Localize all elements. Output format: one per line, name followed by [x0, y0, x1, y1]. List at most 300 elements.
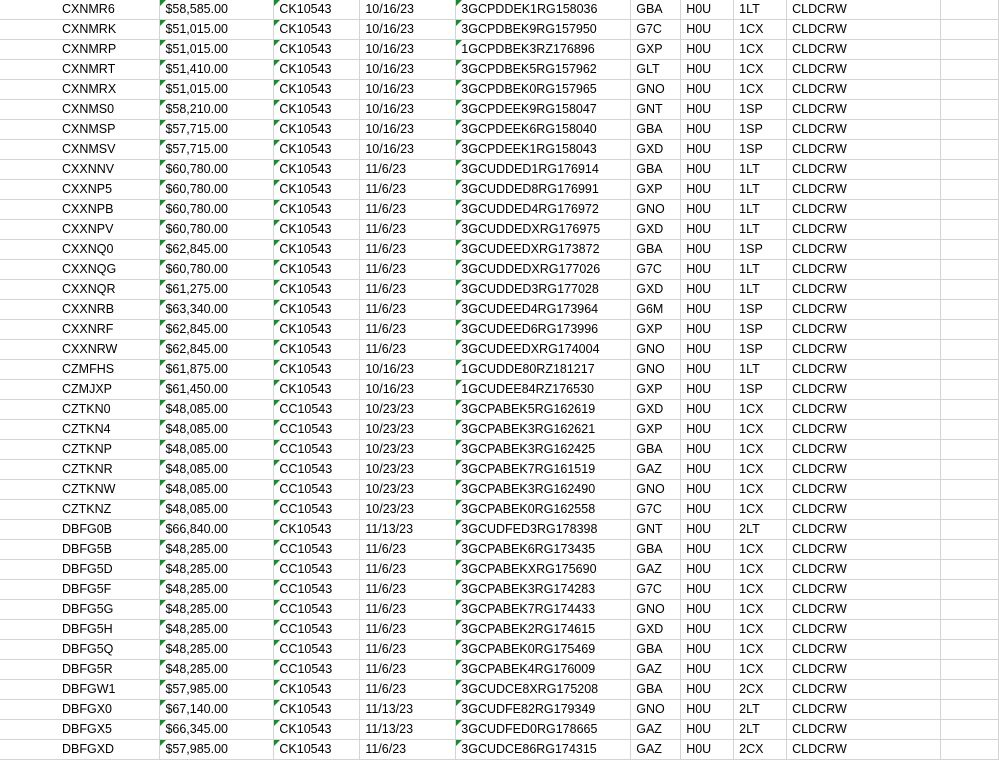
color-cell[interactable]: GNO: [631, 700, 681, 720]
color-cell[interactable]: G6M: [631, 300, 681, 320]
color-cell[interactable]: GXP: [631, 320, 681, 340]
model-cell[interactable]: CLDCRW: [787, 600, 941, 620]
vin-cell[interactable]: 3GCUDCE8XRG175208: [456, 680, 631, 700]
color-cell[interactable]: GXP: [631, 380, 681, 400]
trim-cell[interactable]: 1CX: [734, 480, 787, 500]
model-cell[interactable]: CLDCRW: [787, 380, 941, 400]
stock-number-cell[interactable]: CXXNPB: [0, 200, 160, 220]
stock-number-cell[interactable]: CXXNNV: [0, 160, 160, 180]
date-cell[interactable]: 11/13/23: [360, 720, 456, 740]
vin-cell[interactable]: 3GCUDCE86RG174315: [456, 740, 631, 760]
vin-cell[interactable]: 1GCUDEE84RZ176530: [456, 380, 631, 400]
code-cell[interactable]: CC10543: [274, 420, 360, 440]
stock-number-cell[interactable]: CXXNRB: [0, 300, 160, 320]
color-cell[interactable]: GNO: [631, 200, 681, 220]
model-cell[interactable]: CLDCRW: [787, 440, 941, 460]
vin-cell[interactable]: 1GCPDBEK3RZ176896: [456, 40, 631, 60]
price-cell[interactable]: $51,015.00: [160, 40, 274, 60]
model-cell[interactable]: CLDCRW: [787, 560, 941, 580]
model-cell[interactable]: CLDCRW: [787, 640, 941, 660]
date-cell[interactable]: 10/16/23: [360, 140, 456, 160]
color-cell[interactable]: GXD: [631, 220, 681, 240]
date-cell[interactable]: 10/16/23: [360, 120, 456, 140]
color-cell[interactable]: GXP: [631, 40, 681, 60]
trim-cell[interactable]: 1CX: [734, 60, 787, 80]
trim-cell[interactable]: 1LT: [734, 360, 787, 380]
date-cell[interactable]: 10/16/23: [360, 380, 456, 400]
stock-number-cell[interactable]: DBFGXD: [0, 740, 160, 760]
option-cell[interactable]: H0U: [681, 140, 734, 160]
vin-cell[interactable]: 3GCPABEK3RG162621: [456, 420, 631, 440]
option-cell[interactable]: H0U: [681, 640, 734, 660]
model-cell[interactable]: CLDCRW: [787, 660, 941, 680]
price-cell[interactable]: $48,085.00: [160, 440, 274, 460]
date-cell[interactable]: 11/6/23: [360, 280, 456, 300]
model-cell[interactable]: CLDCRW: [787, 60, 941, 80]
price-cell[interactable]: $57,985.00: [160, 740, 274, 760]
price-cell[interactable]: $48,285.00: [160, 540, 274, 560]
empty-cell[interactable]: [941, 380, 999, 400]
empty-cell[interactable]: [941, 260, 999, 280]
model-cell[interactable]: CLDCRW: [787, 460, 941, 480]
vin-cell[interactable]: 3GCPABEK5RG162619: [456, 400, 631, 420]
color-cell[interactable]: G7C: [631, 580, 681, 600]
color-cell[interactable]: GNO: [631, 360, 681, 380]
price-cell[interactable]: $51,015.00: [160, 80, 274, 100]
code-cell[interactable]: CC10543: [274, 400, 360, 420]
vin-cell[interactable]: 3GCPABEK4RG176009: [456, 660, 631, 680]
price-cell[interactable]: $48,285.00: [160, 560, 274, 580]
code-cell[interactable]: CC10543: [274, 640, 360, 660]
option-cell[interactable]: H0U: [681, 240, 734, 260]
vin-cell[interactable]: 3GCPDBEK5RG157962: [456, 60, 631, 80]
model-cell[interactable]: CLDCRW: [787, 220, 941, 240]
vin-cell[interactable]: 3GCPABEKXRG175690: [456, 560, 631, 580]
empty-cell[interactable]: [941, 60, 999, 80]
code-cell[interactable]: CK10543: [274, 140, 360, 160]
trim-cell[interactable]: 1LT: [734, 200, 787, 220]
price-cell[interactable]: $48,285.00: [160, 620, 274, 640]
color-cell[interactable]: G7C: [631, 500, 681, 520]
date-cell[interactable]: 11/6/23: [360, 160, 456, 180]
stock-number-cell[interactable]: DBFG5Q: [0, 640, 160, 660]
model-cell[interactable]: CLDCRW: [787, 580, 941, 600]
trim-cell[interactable]: 1LT: [734, 180, 787, 200]
option-cell[interactable]: H0U: [681, 440, 734, 460]
color-cell[interactable]: GNO: [631, 480, 681, 500]
empty-cell[interactable]: [941, 180, 999, 200]
model-cell[interactable]: CLDCRW: [787, 20, 941, 40]
empty-cell[interactable]: [941, 600, 999, 620]
vin-cell[interactable]: 3GCPDEEK6RG158040: [456, 120, 631, 140]
option-cell[interactable]: H0U: [681, 500, 734, 520]
vin-cell[interactable]: 3GCUDDED1RG176914: [456, 160, 631, 180]
option-cell[interactable]: H0U: [681, 620, 734, 640]
vin-cell[interactable]: 3GCPABEK6RG173435: [456, 540, 631, 560]
date-cell[interactable]: 10/23/23: [360, 400, 456, 420]
empty-cell[interactable]: [941, 480, 999, 500]
trim-cell[interactable]: 1CX: [734, 560, 787, 580]
model-cell[interactable]: CLDCRW: [787, 300, 941, 320]
code-cell[interactable]: CC10543: [274, 440, 360, 460]
price-cell[interactable]: $63,340.00: [160, 300, 274, 320]
date-cell[interactable]: 10/23/23: [360, 460, 456, 480]
option-cell[interactable]: H0U: [681, 300, 734, 320]
model-cell[interactable]: CLDCRW: [787, 100, 941, 120]
price-cell[interactable]: $57,715.00: [160, 140, 274, 160]
stock-number-cell[interactable]: CXNMSV: [0, 140, 160, 160]
model-cell[interactable]: CLDCRW: [787, 680, 941, 700]
vin-cell[interactable]: 3GCPABEK7RG174433: [456, 600, 631, 620]
date-cell[interactable]: 11/6/23: [360, 740, 456, 760]
vin-cell[interactable]: 3GCUDEEDXRG173872: [456, 240, 631, 260]
code-cell[interactable]: CK10543: [274, 680, 360, 700]
date-cell[interactable]: 11/6/23: [360, 260, 456, 280]
model-cell[interactable]: CLDCRW: [787, 400, 941, 420]
price-cell[interactable]: $57,715.00: [160, 120, 274, 140]
price-cell[interactable]: $48,085.00: [160, 400, 274, 420]
code-cell[interactable]: CC10543: [274, 500, 360, 520]
stock-number-cell[interactable]: DBFG5H: [0, 620, 160, 640]
price-cell[interactable]: $67,140.00: [160, 700, 274, 720]
model-cell[interactable]: CLDCRW: [787, 540, 941, 560]
option-cell[interactable]: H0U: [681, 40, 734, 60]
trim-cell[interactable]: 1CX: [734, 20, 787, 40]
price-cell[interactable]: $51,410.00: [160, 60, 274, 80]
price-cell[interactable]: $60,780.00: [160, 160, 274, 180]
trim-cell[interactable]: 1LT: [734, 160, 787, 180]
vin-cell[interactable]: 3GCPABEK3RG174283: [456, 580, 631, 600]
code-cell[interactable]: CC10543: [274, 600, 360, 620]
price-cell[interactable]: $58,585.00: [160, 0, 274, 20]
trim-cell[interactable]: 1CX: [734, 620, 787, 640]
trim-cell[interactable]: 1CX: [734, 540, 787, 560]
empty-cell[interactable]: [941, 120, 999, 140]
date-cell[interactable]: 11/6/23: [360, 300, 456, 320]
price-cell[interactable]: $48,085.00: [160, 500, 274, 520]
trim-cell[interactable]: 1CX: [734, 660, 787, 680]
empty-cell[interactable]: [941, 460, 999, 480]
empty-cell[interactable]: [941, 400, 999, 420]
stock-number-cell[interactable]: DBFG5G: [0, 600, 160, 620]
option-cell[interactable]: H0U: [681, 360, 734, 380]
color-cell[interactable]: GBA: [631, 160, 681, 180]
vin-cell[interactable]: 3GCPDBEK9RG157950: [456, 20, 631, 40]
date-cell[interactable]: 11/13/23: [360, 700, 456, 720]
empty-cell[interactable]: [941, 40, 999, 60]
option-cell[interactable]: H0U: [681, 180, 734, 200]
option-cell[interactable]: H0U: [681, 660, 734, 680]
empty-cell[interactable]: [941, 560, 999, 580]
stock-number-cell[interactable]: CXXNQR: [0, 280, 160, 300]
price-cell[interactable]: $61,875.00: [160, 360, 274, 380]
vin-cell[interactable]: 3GCUDDED4RG176972: [456, 200, 631, 220]
stock-number-cell[interactable]: CXNMRX: [0, 80, 160, 100]
model-cell[interactable]: CLDCRW: [787, 180, 941, 200]
empty-cell[interactable]: [941, 320, 999, 340]
date-cell[interactable]: 11/6/23: [360, 240, 456, 260]
option-cell[interactable]: H0U: [681, 320, 734, 340]
stock-number-cell[interactable]: DBFG5F: [0, 580, 160, 600]
price-cell[interactable]: $61,275.00: [160, 280, 274, 300]
vin-cell[interactable]: 3GCUDFE82RG179349: [456, 700, 631, 720]
code-cell[interactable]: CK10543: [274, 100, 360, 120]
option-cell[interactable]: H0U: [681, 100, 734, 120]
stock-number-cell[interactable]: DBFG0B: [0, 520, 160, 540]
code-cell[interactable]: CK10543: [274, 700, 360, 720]
model-cell[interactable]: CLDCRW: [787, 0, 941, 20]
price-cell[interactable]: $58,210.00: [160, 100, 274, 120]
date-cell[interactable]: 10/16/23: [360, 0, 456, 20]
model-cell[interactable]: CLDCRW: [787, 280, 941, 300]
price-cell[interactable]: $48,085.00: [160, 480, 274, 500]
code-cell[interactable]: CK10543: [274, 200, 360, 220]
empty-cell[interactable]: [941, 740, 999, 760]
price-cell[interactable]: $66,345.00: [160, 720, 274, 740]
code-cell[interactable]: CK10543: [274, 740, 360, 760]
date-cell[interactable]: 11/6/23: [360, 580, 456, 600]
vin-cell[interactable]: 3GCPDEEK9RG158047: [456, 100, 631, 120]
model-cell[interactable]: CLDCRW: [787, 240, 941, 260]
code-cell[interactable]: CK10543: [274, 320, 360, 340]
model-cell[interactable]: CLDCRW: [787, 160, 941, 180]
empty-cell[interactable]: [941, 220, 999, 240]
stock-number-cell[interactable]: CZTKNW: [0, 480, 160, 500]
stock-number-cell[interactable]: CZTKNZ: [0, 500, 160, 520]
option-cell[interactable]: H0U: [681, 120, 734, 140]
color-cell[interactable]: GNT: [631, 520, 681, 540]
date-cell[interactable]: 11/6/23: [360, 560, 456, 580]
code-cell[interactable]: CC10543: [274, 660, 360, 680]
empty-cell[interactable]: [941, 520, 999, 540]
date-cell[interactable]: 10/16/23: [360, 80, 456, 100]
vin-cell[interactable]: 3GCUDEEDXRG174004: [456, 340, 631, 360]
color-cell[interactable]: GBA: [631, 240, 681, 260]
option-cell[interactable]: H0U: [681, 700, 734, 720]
vin-cell[interactable]: 3GCUDFED0RG178665: [456, 720, 631, 740]
option-cell[interactable]: H0U: [681, 80, 734, 100]
code-cell[interactable]: CK10543: [274, 340, 360, 360]
trim-cell[interactable]: 2LT: [734, 520, 787, 540]
price-cell[interactable]: $48,085.00: [160, 420, 274, 440]
code-cell[interactable]: CK10543: [274, 280, 360, 300]
trim-cell[interactable]: 1SP: [734, 120, 787, 140]
stock-number-cell[interactable]: DBFGX5: [0, 720, 160, 740]
color-cell[interactable]: GAZ: [631, 740, 681, 760]
trim-cell[interactable]: 1SP: [734, 100, 787, 120]
vin-cell[interactable]: 3GCPDBEK0RG157965: [456, 80, 631, 100]
code-cell[interactable]: CK10543: [274, 240, 360, 260]
option-cell[interactable]: H0U: [681, 340, 734, 360]
vin-cell[interactable]: 3GCPDDEK1RG158036: [456, 0, 631, 20]
code-cell[interactable]: CK10543: [274, 80, 360, 100]
empty-cell[interactable]: [941, 360, 999, 380]
code-cell[interactable]: CK10543: [274, 60, 360, 80]
option-cell[interactable]: H0U: [681, 560, 734, 580]
color-cell[interactable]: GBA: [631, 640, 681, 660]
color-cell[interactable]: GBA: [631, 680, 681, 700]
vin-cell[interactable]: 3GCUDDEDXRG177026: [456, 260, 631, 280]
color-cell[interactable]: GAZ: [631, 560, 681, 580]
color-cell[interactable]: GAZ: [631, 460, 681, 480]
color-cell[interactable]: GXD: [631, 400, 681, 420]
trim-cell[interactable]: 2LT: [734, 720, 787, 740]
option-cell[interactable]: H0U: [681, 20, 734, 40]
color-cell[interactable]: GNO: [631, 340, 681, 360]
code-cell[interactable]: CC10543: [274, 580, 360, 600]
price-cell[interactable]: $48,285.00: [160, 580, 274, 600]
date-cell[interactable]: 11/6/23: [360, 340, 456, 360]
trim-cell[interactable]: 1LT: [734, 0, 787, 20]
price-cell[interactable]: $60,780.00: [160, 260, 274, 280]
stock-number-cell[interactable]: CXNMS0: [0, 100, 160, 120]
color-cell[interactable]: GBA: [631, 440, 681, 460]
empty-cell[interactable]: [941, 140, 999, 160]
code-cell[interactable]: CK10543: [274, 40, 360, 60]
vin-cell[interactable]: 3GCUDDED3RG177028: [456, 280, 631, 300]
trim-cell[interactable]: 1SP: [734, 140, 787, 160]
stock-number-cell[interactable]: CXNMRT: [0, 60, 160, 80]
stock-number-cell[interactable]: DBFG5R: [0, 660, 160, 680]
code-cell[interactable]: CC10543: [274, 540, 360, 560]
trim-cell[interactable]: 1SP: [734, 340, 787, 360]
code-cell[interactable]: CC10543: [274, 460, 360, 480]
date-cell[interactable]: 11/6/23: [360, 220, 456, 240]
option-cell[interactable]: H0U: [681, 200, 734, 220]
date-cell[interactable]: 11/6/23: [360, 200, 456, 220]
color-cell[interactable]: GBA: [631, 120, 681, 140]
option-cell[interactable]: H0U: [681, 680, 734, 700]
price-cell[interactable]: $48,285.00: [160, 640, 274, 660]
model-cell[interactable]: CLDCRW: [787, 360, 941, 380]
stock-number-cell[interactable]: CXNMR6: [0, 0, 160, 20]
trim-cell[interactable]: 1SP: [734, 380, 787, 400]
stock-number-cell[interactable]: CXXNQ0: [0, 240, 160, 260]
vin-cell[interactable]: 3GCUDDED8RG176991: [456, 180, 631, 200]
stock-number-cell[interactable]: DBFGW1: [0, 680, 160, 700]
empty-cell[interactable]: [941, 540, 999, 560]
date-cell[interactable]: 10/16/23: [360, 360, 456, 380]
date-cell[interactable]: 10/16/23: [360, 100, 456, 120]
model-cell[interactable]: CLDCRW: [787, 200, 941, 220]
trim-cell[interactable]: 1CX: [734, 80, 787, 100]
price-cell[interactable]: $48,285.00: [160, 660, 274, 680]
vin-cell[interactable]: 3GCPABEK0RG175469: [456, 640, 631, 660]
stock-number-cell[interactable]: CXNMRK: [0, 20, 160, 40]
stock-number-cell[interactable]: CZTKN4: [0, 420, 160, 440]
model-cell[interactable]: CLDCRW: [787, 120, 941, 140]
empty-cell[interactable]: [941, 80, 999, 100]
vin-cell[interactable]: 3GCPABEK2RG174615: [456, 620, 631, 640]
date-cell[interactable]: 10/23/23: [360, 500, 456, 520]
color-cell[interactable]: GAZ: [631, 720, 681, 740]
price-cell[interactable]: $60,780.00: [160, 220, 274, 240]
code-cell[interactable]: CK10543: [274, 20, 360, 40]
stock-number-cell[interactable]: CXNMSP: [0, 120, 160, 140]
model-cell[interactable]: CLDCRW: [787, 480, 941, 500]
code-cell[interactable]: CC10543: [274, 480, 360, 500]
empty-cell[interactable]: [941, 160, 999, 180]
color-cell[interactable]: GNO: [631, 80, 681, 100]
trim-cell[interactable]: 1CX: [734, 640, 787, 660]
date-cell[interactable]: 10/23/23: [360, 440, 456, 460]
option-cell[interactable]: H0U: [681, 740, 734, 760]
vin-cell[interactable]: 3GCPABEK7RG161519: [456, 460, 631, 480]
date-cell[interactable]: 11/6/23: [360, 680, 456, 700]
code-cell[interactable]: CC10543: [274, 620, 360, 640]
price-cell[interactable]: $60,780.00: [160, 180, 274, 200]
code-cell[interactable]: CK10543: [274, 360, 360, 380]
model-cell[interactable]: CLDCRW: [787, 740, 941, 760]
model-cell[interactable]: CLDCRW: [787, 420, 941, 440]
empty-cell[interactable]: [941, 240, 999, 260]
option-cell[interactable]: H0U: [681, 160, 734, 180]
code-cell[interactable]: CK10543: [274, 300, 360, 320]
vin-cell[interactable]: 3GCUDDEDXRG176975: [456, 220, 631, 240]
trim-cell[interactable]: 2LT: [734, 700, 787, 720]
model-cell[interactable]: CLDCRW: [787, 320, 941, 340]
stock-number-cell[interactable]: CZMJXP: [0, 380, 160, 400]
empty-cell[interactable]: [941, 100, 999, 120]
trim-cell[interactable]: 1CX: [734, 580, 787, 600]
date-cell[interactable]: 11/13/23: [360, 520, 456, 540]
trim-cell[interactable]: 1CX: [734, 460, 787, 480]
stock-number-cell[interactable]: CXNMRP: [0, 40, 160, 60]
color-cell[interactable]: GNO: [631, 600, 681, 620]
trim-cell[interactable]: 2CX: [734, 680, 787, 700]
model-cell[interactable]: CLDCRW: [787, 720, 941, 740]
stock-number-cell[interactable]: CXXNP5: [0, 180, 160, 200]
empty-cell[interactable]: [941, 500, 999, 520]
color-cell[interactable]: GLT: [631, 60, 681, 80]
color-cell[interactable]: GXD: [631, 280, 681, 300]
option-cell[interactable]: H0U: [681, 0, 734, 20]
trim-cell[interactable]: 1CX: [734, 440, 787, 460]
price-cell[interactable]: $61,450.00: [160, 380, 274, 400]
code-cell[interactable]: CK10543: [274, 0, 360, 20]
trim-cell[interactable]: 1CX: [734, 500, 787, 520]
date-cell[interactable]: 11/6/23: [360, 180, 456, 200]
date-cell[interactable]: 11/6/23: [360, 620, 456, 640]
option-cell[interactable]: H0U: [681, 720, 734, 740]
model-cell[interactable]: CLDCRW: [787, 700, 941, 720]
date-cell[interactable]: 11/6/23: [360, 320, 456, 340]
trim-cell[interactable]: 1CX: [734, 600, 787, 620]
option-cell[interactable]: H0U: [681, 480, 734, 500]
option-cell[interactable]: H0U: [681, 540, 734, 560]
color-cell[interactable]: GXD: [631, 140, 681, 160]
empty-cell[interactable]: [941, 0, 999, 20]
option-cell[interactable]: H0U: [681, 220, 734, 240]
vin-cell[interactable]: 3GCUDFED3RG178398: [456, 520, 631, 540]
model-cell[interactable]: CLDCRW: [787, 140, 941, 160]
trim-cell[interactable]: 2CX: [734, 740, 787, 760]
trim-cell[interactable]: 1SP: [734, 320, 787, 340]
color-cell[interactable]: GXP: [631, 420, 681, 440]
stock-number-cell[interactable]: CXXNRW: [0, 340, 160, 360]
trim-cell[interactable]: 1SP: [734, 240, 787, 260]
price-cell[interactable]: $60,780.00: [160, 200, 274, 220]
stock-number-cell[interactable]: CZMFHS: [0, 360, 160, 380]
empty-cell[interactable]: [941, 660, 999, 680]
code-cell[interactable]: CK10543: [274, 720, 360, 740]
price-cell[interactable]: $62,845.00: [160, 320, 274, 340]
option-cell[interactable]: H0U: [681, 600, 734, 620]
date-cell[interactable]: 10/16/23: [360, 60, 456, 80]
color-cell[interactable]: GNT: [631, 100, 681, 120]
date-cell[interactable]: 11/6/23: [360, 600, 456, 620]
stock-number-cell[interactable]: DBFG5B: [0, 540, 160, 560]
